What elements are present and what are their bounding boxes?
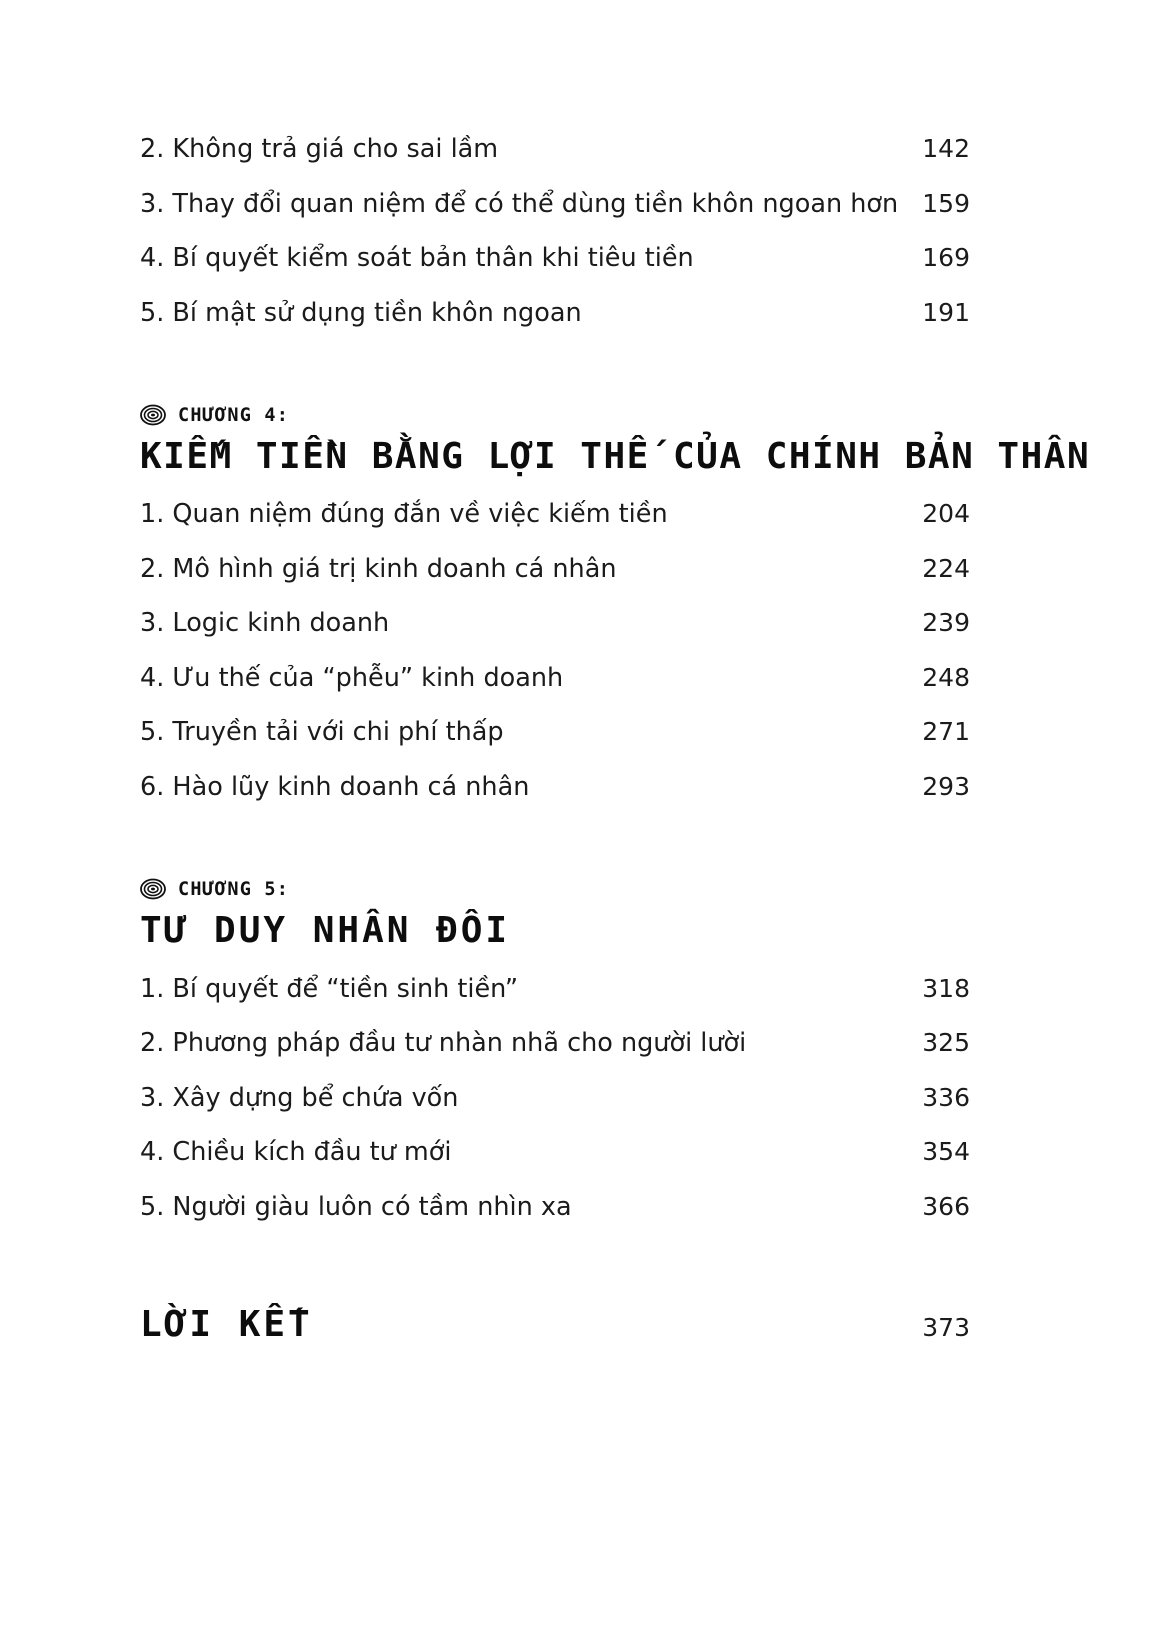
chapter-entries [140,487,970,814]
list-item [140,1180,970,1235]
chapter-kicker-label: CHƯƠNG 5: [178,878,290,900]
list-item [140,760,970,815]
list-item [140,962,970,1017]
list-item [140,231,970,286]
toc-entry-page: 366 [922,1191,970,1221]
toc-entry-title: 2. Không trả giá cho sai lầm [140,134,499,164]
list-item [140,177,970,232]
chapter-kicker [140,402,970,428]
toc-entry-page: 271 [922,717,970,747]
closing-section [140,1304,970,1345]
toc-entry-title: 4. Bí quyết kiểm soát bản thân khi tiêu tiền [140,243,694,273]
spiral-icon [140,402,166,428]
chapter-section-4 [140,402,1091,814]
chapter-kicker-label: CHƯƠNG 4: [178,404,290,426]
toc-entry-title: 2. Phương pháp đầu tư nhàn nhã cho người lười [140,1028,747,1059]
toc-entry-title: 5. Người giàu luôn có tầm nhìn xa [140,1191,572,1222]
toc-entry-page: 293 [922,771,970,801]
toc-entry-title: 6. Hào lũy kinh doanh cá nhân [140,771,530,802]
list-item [140,286,970,341]
toc-entry-title: 1. Bí quyết để “tiền sinh tiền” [140,973,519,1004]
chapter-title: TƯ DUY NHÂN ĐÔI [140,910,511,952]
list-item [140,705,970,760]
toc-entry-title: 5. Bí mật sử dụng tiền khôn ngoan [140,297,582,328]
toc-entry-title: 3. Logic kinh doanh [140,608,390,639]
toc-entry-page: 248 [922,662,970,692]
toc-entry-page: 336 [922,1082,970,1112]
spiral-icon [140,876,166,902]
list-item [140,122,970,177]
list-item [140,542,970,597]
toc-entry-page: 142 [922,134,970,163]
closing-title: LỜI KẾT [140,1304,313,1346]
list-item [140,1125,970,1180]
toc-entry-title: 3. Xây dựng bể chứa vốn [140,1082,459,1113]
toc-entry-page: 169 [922,243,970,272]
list-item [140,651,970,706]
chapter-kicker [140,876,970,902]
toc-entry-page: 318 [922,973,970,1003]
toc-entry-title: 5. Truyền tải với chi phí thấp [140,717,504,748]
toc-entry-title: 4. Chiều kích đầu tư mới [140,1137,452,1168]
toc-entry-page: 354 [922,1137,970,1167]
toc-entry-page: 204 [922,499,970,529]
toc-entry-title: 2. Mô hình giá trị kinh doanh cá nhân [140,553,617,584]
chapter-title: KIẾM TIỀN BẰNG LỢI THẾ CỦA CHÍNH BẢN THÂN [140,436,1091,477]
toc-content [140,120,1091,1346]
toc-entry-title: 4. Ưu thế của “phễu” kinh doanh [140,662,564,693]
toc-entry-page: 325 [922,1028,970,1058]
closing-page: 373 [922,1313,970,1343]
list-item [140,1016,970,1071]
list-item [140,487,970,542]
toc-entry-page: 224 [922,553,970,583]
list-item [140,596,970,651]
toc-entry-title: 1. Quan niệm đúng đắn về việc kiếm tiền [140,499,668,530]
list-item [140,1071,970,1126]
toc-entry-page: 159 [922,188,970,218]
toc-entry-title: 3. Thay đổi quan niệm để có thể dùng tiền khôn ngoan hơn [140,188,899,219]
chapter-section-5 [140,876,970,1234]
chapter-entries [140,962,970,1235]
toc-section-continued [140,122,970,340]
toc-entry-page: 191 [922,297,970,327]
toc-entry-page: 239 [922,608,970,638]
